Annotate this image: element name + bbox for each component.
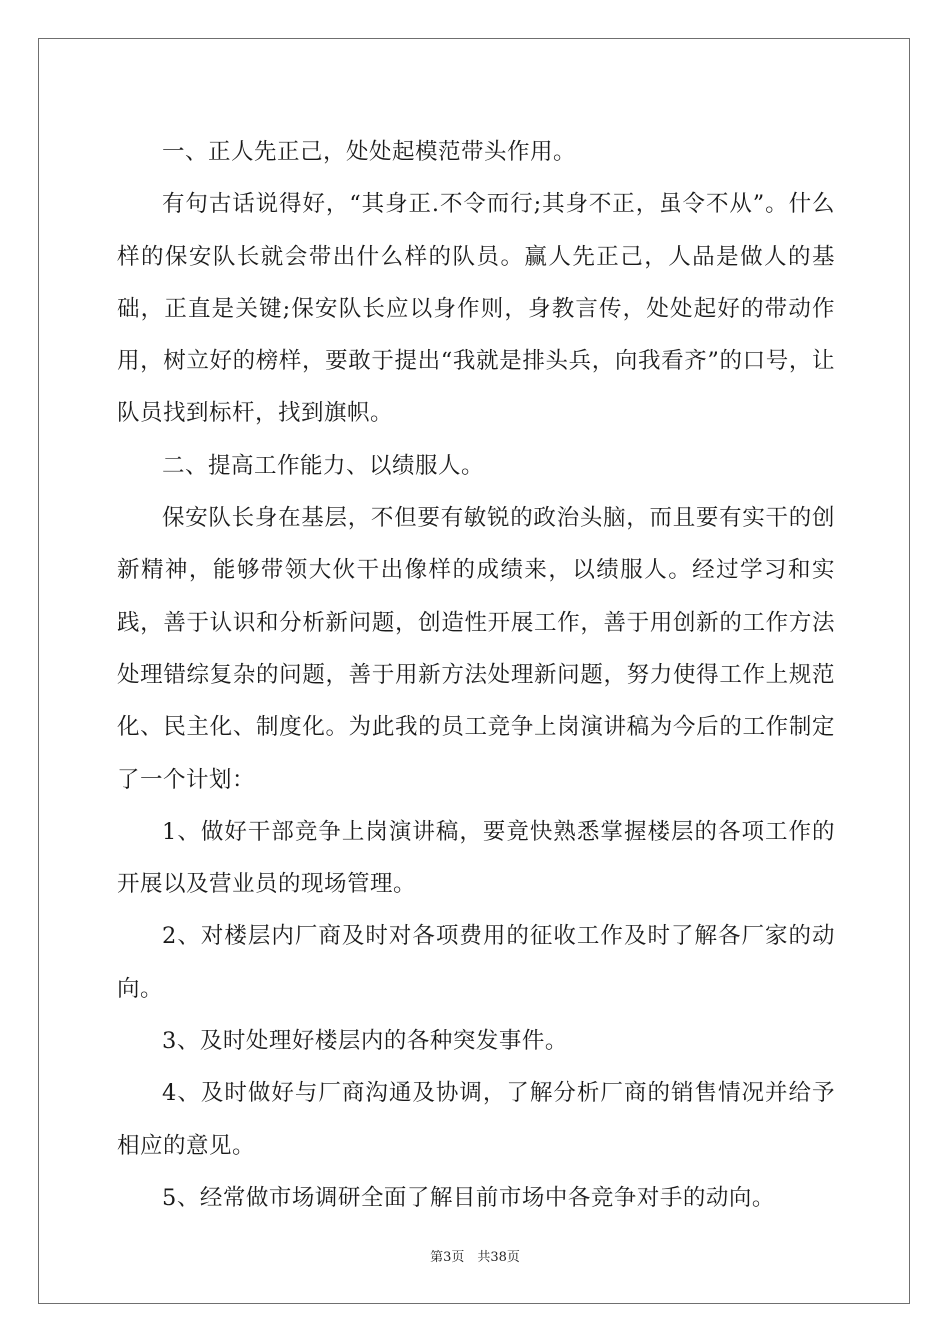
paragraph-2: 有句古话说得好，“其身正.不令而行;其身不正，虽令不从”。什么样的保安队长就会带出什么样的队员。赢人先正己，人品是做人的基础，正直是关键;保安队长应以身作则，身教言传，处处起好的带动作用，树立好的榜样，要敢于提出“我就是排头兵，向我看齐”的口号，让队员找到标杆，找到旗帜。 (117, 191, 835, 427)
paragraph-7: 3、及时处理好楼层内的各种突发事件。 (162, 1028, 568, 1055)
paragraph-5: 1、做好干部竞争上岗演讲稿，要竟快熟悉掌握楼层的各项工作的开展以及营业员的现场管理。 (117, 818, 835, 898)
page-number-footer: 第3页 共38页 (430, 1250, 520, 1265)
paragraph-4: 保安队长身在基层，不但要有敏锐的政治头脑，而且要有实干的创新精神，能够带领大伙干出像样的成绩来，以绩服人。经过学习和实践，善于认识和分析新问题，创造性开展工作，善于用创新的工作方法处理错综复杂的问题，善于用新方法处理新问题，努力使得工作上规范化、民主化、制度化。为此我的员工竞争上岗演讲稿为今后的工作制定了一个计划： (117, 505, 835, 793)
paragraph-6: 2、对楼层内厂商及时对各项费用的征收工作及时了解各厂家的动向。 (117, 923, 835, 1002)
paragraph-3: 二、提高工作能力、以绩服人。 (162, 452, 485, 479)
document-body (117, 126, 835, 1224)
paragraph-1: 一、正人先正己，处处起模范带头作用。 (162, 139, 577, 165)
paragraph-9: 5、经常做市场调研全面了解目前市场中各竞争对手的动向。 (162, 1184, 775, 1211)
paragraph-8: 4、及时做好与厂商沟通及协调，了解分析厂商的销售情况并给予相应的意见。 (117, 1080, 835, 1159)
